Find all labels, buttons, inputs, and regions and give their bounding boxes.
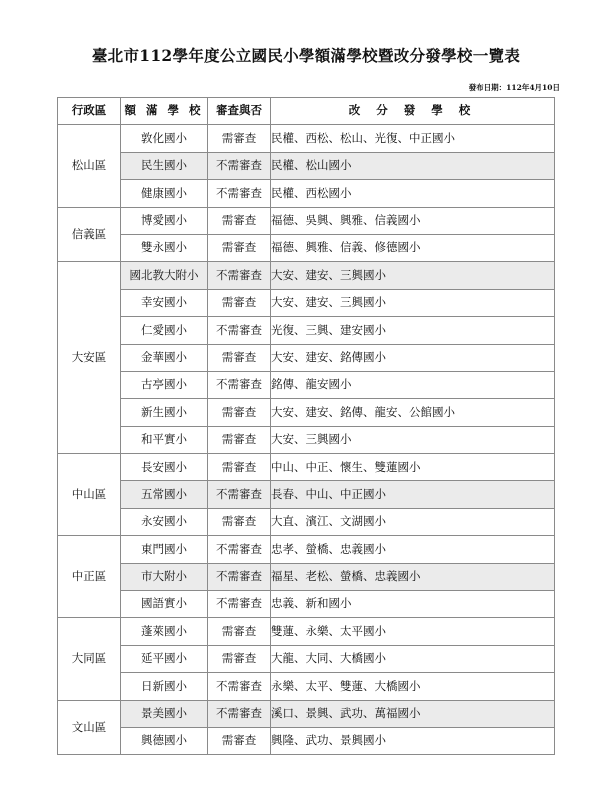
table-row [58, 591, 555, 618]
school-cell: 民生國小 [121, 152, 208, 179]
table-row [58, 289, 555, 316]
school-cell: 國語實小 [121, 591, 208, 618]
table-row [58, 508, 555, 535]
targets-cell: 長春、中山、中正國小 [271, 481, 555, 508]
review-cell: 不需審查 [208, 317, 271, 344]
targets-cell: 大安、建安、三興國小 [271, 289, 555, 316]
table-row [58, 152, 555, 179]
review-cell: 需審查 [208, 618, 271, 645]
review-cell: 不需審查 [208, 180, 271, 207]
district-cell: 松山區 [58, 125, 121, 207]
school-cell: 市大附小 [121, 563, 208, 590]
district-cell: 中山區 [58, 454, 121, 536]
review-cell: 需審查 [208, 454, 271, 481]
review-cell: 需審查 [208, 426, 271, 453]
review-cell: 不需審查 [208, 152, 271, 179]
review-cell: 不需審查 [208, 591, 271, 618]
review-cell: 需審查 [208, 645, 271, 672]
table-row [58, 371, 555, 398]
school-cell: 新生國小 [121, 399, 208, 426]
school-cell: 古亭國小 [121, 371, 208, 398]
targets-cell: 永樂、太平、雙蓮、大橋國小 [271, 673, 555, 700]
header-full-school: 額 滿 學 校 [121, 98, 208, 125]
school-cell: 健康國小 [121, 180, 208, 207]
table-row [58, 618, 555, 645]
district-cell: 信義區 [58, 207, 121, 262]
school-cell: 博愛國小 [121, 207, 208, 234]
targets-cell: 民權、西松、松山、光復、中正國小 [271, 125, 555, 152]
school-cell: 國北教大附小 [121, 262, 208, 289]
header-district: 行政區 [58, 98, 121, 125]
school-cell: 永安國小 [121, 508, 208, 535]
table-row [58, 180, 555, 207]
school-cell: 敦化國小 [121, 125, 208, 152]
targets-cell: 大安、三興國小 [271, 426, 555, 453]
targets-cell: 銘傳、龍安國小 [271, 371, 555, 398]
school-table [57, 97, 555, 755]
review-cell: 不需審查 [208, 673, 271, 700]
targets-cell: 忠孝、螢橋、忠義國小 [271, 536, 555, 563]
table-row [58, 426, 555, 453]
school-cell: 蓬萊國小 [121, 618, 208, 645]
review-cell: 不需審查 [208, 262, 271, 289]
targets-cell: 忠義、新和國小 [271, 591, 555, 618]
targets-cell: 大安、建安、三興國小 [271, 262, 555, 289]
review-cell: 需審查 [208, 727, 271, 754]
review-cell: 不需審查 [208, 700, 271, 727]
district-cell: 文山區 [58, 700, 121, 755]
district-cell: 大安區 [58, 262, 121, 454]
header-review: 審查與否 [208, 98, 271, 125]
table-header-row [58, 98, 555, 125]
table-row [58, 454, 555, 481]
school-cell: 幸安國小 [121, 289, 208, 316]
targets-cell: 福星、老松、螢橋、忠義國小 [271, 563, 555, 590]
table-row [58, 536, 555, 563]
targets-cell: 大安、建安、銘傳國小 [271, 344, 555, 371]
school-cell: 東門國小 [121, 536, 208, 563]
district-cell: 大同區 [58, 618, 121, 700]
review-cell: 不需審查 [208, 481, 271, 508]
table-row [58, 207, 555, 234]
targets-cell: 福德、吳興、興雅、信義國小 [271, 207, 555, 234]
table-row [58, 234, 555, 261]
school-cell: 興德國小 [121, 727, 208, 754]
targets-cell: 大安、建安、銘傳、龍安、公館國小 [271, 399, 555, 426]
targets-cell: 大龍、大同、大橋國小 [271, 645, 555, 672]
school-cell: 日新國小 [121, 673, 208, 700]
table-body [58, 125, 555, 755]
school-cell: 金華國小 [121, 344, 208, 371]
school-cell: 和平實小 [121, 426, 208, 453]
table-row [58, 125, 555, 152]
targets-cell: 民權、松山國小 [271, 152, 555, 179]
targets-cell: 福德、興雅、信義、修德國小 [271, 234, 555, 261]
targets-cell: 興隆、武功、景興國小 [271, 727, 555, 754]
school-cell: 仁愛國小 [121, 317, 208, 344]
table-row [58, 700, 555, 727]
table-row [58, 344, 555, 371]
school-cell: 五常國小 [121, 481, 208, 508]
header-reassign: 改 分 發 學 校 [271, 98, 555, 125]
review-cell: 需審查 [208, 289, 271, 316]
targets-cell: 光復、三興、建安國小 [271, 317, 555, 344]
review-cell: 需審查 [208, 344, 271, 371]
school-cell: 長安國小 [121, 454, 208, 481]
targets-cell: 溪口、景興、武功、萬福國小 [271, 700, 555, 727]
school-cell: 延平國小 [121, 645, 208, 672]
targets-cell: 中山、中正、懷生、雙蓮國小 [271, 454, 555, 481]
school-cell: 景美國小 [121, 700, 208, 727]
page-title: 臺北市112學年度公立國民小學額滿學校暨改分發學校一覽表 [91, 46, 521, 65]
table-row [58, 563, 555, 590]
review-cell: 不需審查 [208, 536, 271, 563]
review-cell: 需審查 [208, 234, 271, 261]
review-cell: 需審查 [208, 125, 271, 152]
issue-date: 發布日期：112年4月10日 [468, 83, 560, 92]
targets-cell: 雙蓮、永樂、太平國小 [271, 618, 555, 645]
targets-cell: 民權、西松國小 [271, 180, 555, 207]
targets-cell: 大直、濱江、文湖國小 [271, 508, 555, 535]
review-cell: 需審查 [208, 399, 271, 426]
district-cell: 中正區 [58, 536, 121, 618]
table-row [58, 645, 555, 672]
table-row [58, 262, 555, 289]
table-row [58, 481, 555, 508]
review-cell: 不需審查 [208, 563, 271, 590]
review-cell: 需審查 [208, 207, 271, 234]
review-cell: 需審查 [208, 508, 271, 535]
table-row [58, 673, 555, 700]
school-cell: 雙永國小 [121, 234, 208, 261]
table-row [58, 399, 555, 426]
table-row [58, 727, 555, 754]
review-cell: 不需審查 [208, 371, 271, 398]
table-row [58, 317, 555, 344]
